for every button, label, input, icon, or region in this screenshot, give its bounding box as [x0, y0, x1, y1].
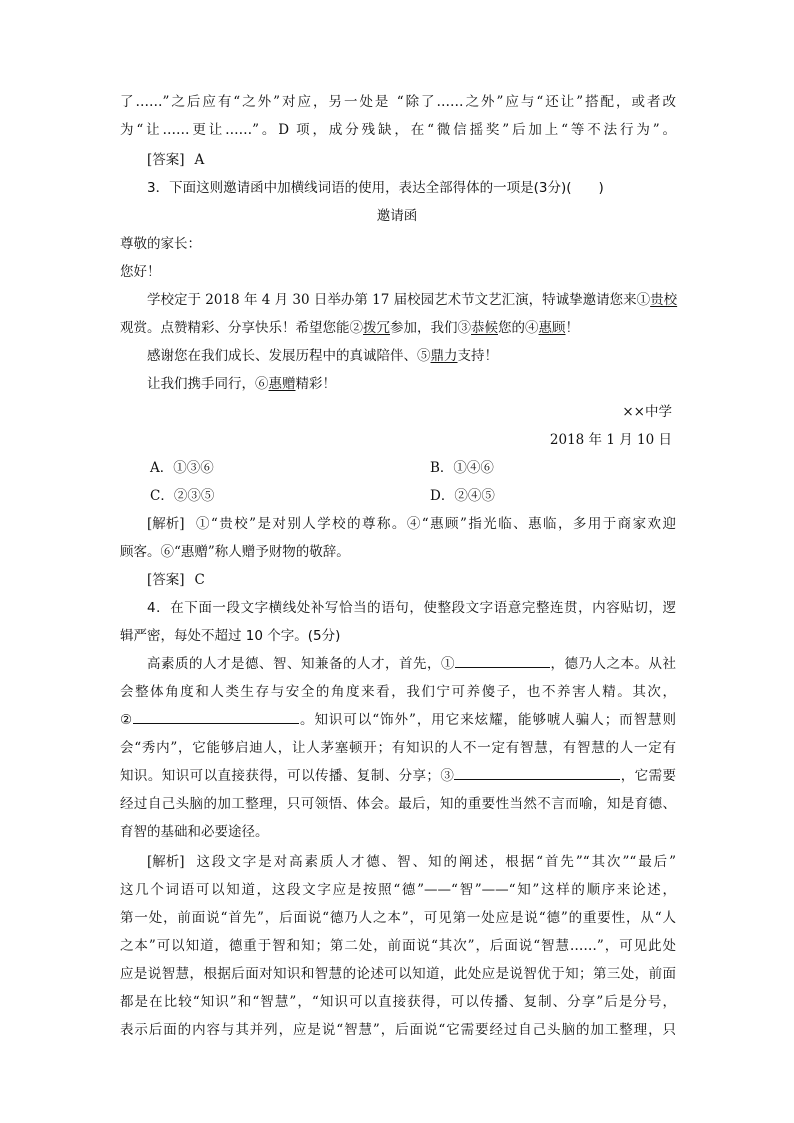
- answer-3-line: [147, 570, 676, 590]
- q3-analysis-line-1: [147, 514, 676, 534]
- q4-analysis-line-2: 这几个词语可以知道，这段文字应是按照“德”——“智”——“知”这样的顺序来论述，: [120, 882, 676, 898]
- answer-blank-2[interactable]: [133, 710, 299, 724]
- q4-text-line-5: [120, 766, 676, 786]
- letter-text: 让我们携手同行，⑥: [147, 376, 269, 392]
- letter-text: 您的④: [498, 320, 539, 336]
- underlined-word-3: 恭候: [471, 320, 498, 336]
- letter-paragraph-2: [147, 346, 676, 366]
- q4-text: ②: [120, 712, 134, 728]
- q4-analysis-line-4: 之本”可以知道，德重于智和知；第二处，前面说“其次”，后面说“智慧……”，可见此处: [120, 938, 676, 954]
- prev-analysis-line-1: 了……”之后应有“之外”对应，另一处是 “除了……之外”应与“还让”搭配，或者改: [120, 94, 676, 110]
- q4-analysis-line-7: 表示后面的内容与其并列，应是说“智慧”，后面说“它需要经过自己头脑的加工整理，只: [120, 1022, 676, 1038]
- q4-text: ，德乃人之本。从社: [550, 656, 676, 672]
- letter-salutation: 尊敬的家长：: [120, 236, 201, 252]
- letter-text: 参加，我们③: [390, 320, 471, 336]
- q4-analysis-line-3: 第一处，前面说“首先”，后面说“德乃人之本”，可见第一处应是说“德”的重要性，从“人: [120, 910, 676, 926]
- letter-paragraph-3: [147, 374, 676, 394]
- letter-paragraph-1-line-1: [147, 290, 676, 310]
- letter-signature: ××中学: [622, 404, 672, 420]
- option-c: C．②③⑤: [150, 488, 215, 504]
- analysis-text: 这段文字是对高素质人才德、智、知的阐述，根据“首先”“其次”“最后”: [194, 854, 676, 870]
- answer-blank-3[interactable]: [454, 766, 620, 780]
- q3-stem: 3．下面这则邀请函中加横线词语的使用，表达全部得体的一项是(3分)( ): [147, 180, 604, 196]
- answer-blank-1[interactable]: [455, 654, 550, 668]
- q4-text: 高素质的人才是德、智、知兼备的人才，首先，①: [147, 656, 455, 672]
- option-b: B．①④⑥: [430, 460, 494, 476]
- q4-analysis-line-1: [147, 852, 676, 872]
- q4-text-line-6: 经过自己头脑的加工整理，只可领悟、体会。最后，知的重要性当然不言而喻，知是育德、: [120, 796, 676, 812]
- q4-text: 知识。知识可以直接获得，可以传播、复制、分享；③: [120, 768, 455, 784]
- q3-analysis-line-2: 顾客。⑥“惠赠”称人赠予财物的敬辞。: [120, 544, 350, 560]
- q4-stem-line-2: 辑严密，每处不超过 10 个字。(5分): [120, 628, 341, 644]
- q4-text: ，它需要: [620, 768, 677, 784]
- q4-text-line-4: 会“秀内”，它能够启迪人，让人茅塞顿开；有知识的人不一定有智慧，有智慧的人一定有: [120, 740, 676, 756]
- letter-text: 观赏。点赞精彩、分享快乐！希望您能②: [120, 320, 363, 336]
- option-a: A．①③⑥: [150, 460, 214, 476]
- letter-greeting: 您好！: [120, 264, 161, 280]
- q4-text: 。知识可以“饰外”，用它来炫耀，能够唬人骗人；而智慧则: [299, 712, 676, 728]
- q4-text-line-3: [120, 710, 676, 730]
- answer-label: [答案]: [147, 572, 185, 588]
- letter-text: 感谢您在我们成长、发展历程中的真诚陪伴、⑤: [147, 348, 431, 364]
- underlined-word-4: 惠顾: [538, 320, 566, 336]
- letter-text: ！: [565, 320, 579, 336]
- underlined-word-2: 拨冗: [363, 320, 390, 336]
- analysis-label: [解析]: [147, 516, 185, 532]
- q4-analysis-line-6: 都是在比较“知识”和“智慧”，“知识可以直接获得，可以传播、复制、分享”后是分号，: [120, 994, 676, 1010]
- answer-2-value: A: [194, 152, 205, 168]
- answer-3-value: C: [194, 572, 205, 588]
- letter-text: 精彩！: [295, 376, 336, 392]
- analysis-text: ①“贵校”是对别人学校的尊称。④“惠顾”指光临、惠临，多用于商家欢迎: [194, 516, 676, 532]
- letter-text: 学校定于 2018 年 4 月 30 日举办第 17 届校园艺术节文艺汇演，特诚挚邀请您来①: [147, 292, 651, 308]
- letter-date: 2018 年 1 月 10 日: [549, 432, 672, 448]
- q4-stem-line-1: 4．在下面一段文字横线处补写恰当的语句，使整段文字语意完整连贯，内容贴切，逻: [147, 600, 676, 616]
- underlined-word-1: 贵校: [650, 292, 678, 308]
- answer-2-line: [147, 150, 676, 170]
- letter-paragraph-1-line-2: [120, 318, 676, 338]
- option-d: D．②④⑤: [430, 488, 495, 504]
- letter-text: 支持！: [457, 348, 498, 364]
- underlined-word-5: 鼎力: [430, 348, 458, 364]
- underlined-word-6: 惠赠: [268, 376, 296, 392]
- q4-text-line-2: 会整体角度和人类生存与安全的角度来看，我们宁可养傻子，也不养害人精。其次，: [120, 684, 676, 700]
- q4-text-line-1: [147, 654, 676, 674]
- q4-text-line-7: 育智的基础和必要途径。: [120, 824, 269, 840]
- answer-label: [答案]: [147, 152, 185, 168]
- letter-title: 邀请函: [376, 208, 418, 224]
- analysis-label: [解析]: [147, 854, 185, 870]
- prev-analysis-line-2: 为“让……更让……”。D 项，成分残缺，在“微信摇奖”后加上“等不法行为”。: [120, 122, 676, 138]
- q4-analysis-line-5: 应是说智慧，根据后面对知识和智慧的论述可以知道，此处应是说智优于知；第三处，前面: [120, 966, 676, 982]
